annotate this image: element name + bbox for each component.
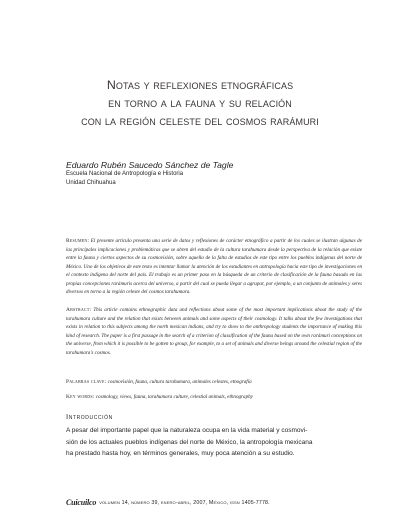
- affiliation-line: Unidad Chihuahua: [66, 179, 116, 186]
- section-heading: Introducción: [66, 412, 113, 421]
- key-words-text: cosmology, views, fauna, tarahumara culture, celestial animals, ethnography: [95, 394, 253, 400]
- abstract-section: [66, 306, 362, 357]
- citation-text: volumen 14, número 39, enero-abril, 2007, México, issn 1405-7778.: [99, 499, 270, 506]
- author-name: Eduardo Rubén Saucedo Sánchez de Tagle: [66, 160, 234, 170]
- article-title: [40, 76, 360, 130]
- title-line: en torno a la fauna y su relación: [108, 96, 292, 110]
- title-line: con la región celeste del cosmos rarámuri: [81, 114, 319, 128]
- key-words-label: Key words:: [66, 394, 95, 400]
- resumen-section: [66, 237, 362, 297]
- intro-paragraph: [66, 425, 366, 460]
- paragraph-line: ha prestado hasta hoy, en términos generales, muy poca atención a su estudio.: [66, 450, 295, 457]
- paragraph-line: sión de los actuales pueblos indígenas del norte de México, la antropología mexicana: [66, 438, 313, 446]
- abstract-label: Abstract:: [66, 307, 92, 313]
- paragraph-line: A pesar del importante papel que la naturaleza ocupa en la vida material y cosmovi-: [66, 427, 308, 434]
- journal-logo: Cuicuilco: [66, 498, 97, 507]
- palabras-clave: [66, 378, 362, 387]
- palabras-clave-label: Palabras clave:: [66, 379, 107, 385]
- resumen-label: Resumen:: [66, 238, 90, 244]
- abstract-text: This article contains ethnographic data and reflections about some of the most important implications about the study of the tarahumara culture and the relation that exists between animals and some aspects of their cosmology. It talks about the few investigations that exists in relation to this subjects among the north mexican indians, and try to show to the anthropology students the importance of making this kind of research. The paper is a first passage in the search of a criterion of classification of the fauna based on the own rarámuri conceptions on the universe, from which it is possible to be gotten to group, for example, to a set of animals and diverse beings around the celestial region of the tarahumara's cosmos.: [66, 307, 362, 356]
- palabras-clave-text: cosmovisión, fauna, cultura tarahumara, animales celestes, etnografía: [107, 379, 252, 385]
- author-affiliation: [66, 170, 183, 187]
- journal-footer: [66, 498, 270, 507]
- resumen-text: El presente artículo presenta una serie de datos y reflexiones de carácter etnográfico a partir de los cuales se ilustran algunas de las principales implicaciones y problemáticas que se abren del estudio de la cultura tarahumara desde la perspectiva de la relación que existe entre la fauna y ciertos aspectos de su cosmovisión, sobre aquella de la falta de estudios de este tipo entre los pueblos indígenas del norte de México. Uno de los objetivos de este texto es intentar llamar la atención de los estudiantes en antropología hacia este tipo de investigaciones en el contexto indígena del norte del país. El trabajo es un primer paso en la búsqueda de un criterio de clasificación de la fauna basado en las propias concepciones rarámuris acerca del universo, a partir del cual se pueda llegar a agrupar, por ejemplo, a un conjunto de animales y seres diversos en torno a la región celeste del cosmos tarahumara.: [66, 238, 362, 296]
- affiliation-line: Escuela Nacional de Antropología e Historia: [66, 171, 184, 177]
- title-line: Notas y reflexiones etnográficas: [106, 78, 294, 92]
- key-words: [66, 393, 362, 402]
